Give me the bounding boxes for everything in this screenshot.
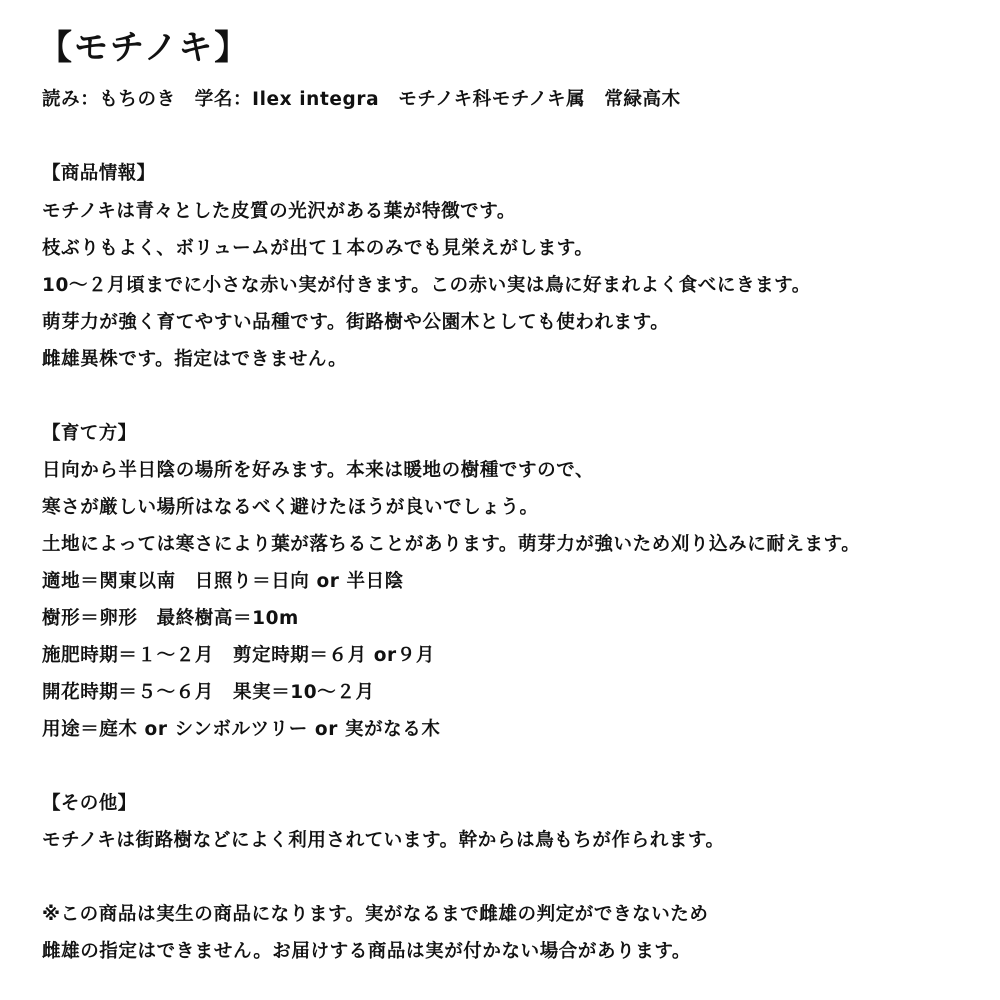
product-info-line: 枝ぶりもよく、ボリュームが出て１本のみでも見栄えがします。 — [42, 238, 594, 259]
page-title: 【モチノキ】 — [38, 28, 251, 68]
notice-line: 雌雄の指定はできません。お届けする商品は実が付かない場合があります。 — [42, 941, 692, 962]
care-spec-fertilize-prune: 施肥時期＝１～２月 剪定時期＝６月 or９月 — [42, 645, 435, 666]
section-heading-product-info: 【商品情報】 — [42, 163, 156, 184]
care-spec-tree-shape: 樹形＝卵形 最終樹高＝10m — [42, 608, 299, 629]
product-info-line: 雌雄異株です。指定はできません。 — [42, 349, 348, 370]
care-spec-suitable-area: 適地＝関東以南 日照り＝日向 or 半日陰 — [42, 571, 404, 592]
section-heading-other: 【その他】 — [42, 793, 137, 814]
other-line: モチノキは街路樹などによく利用されています。幹からは鳥もちが作られます。 — [42, 830, 725, 851]
product-info-line: モチノキは青々とした皮質の光沢がある葉が特徴です。 — [42, 201, 516, 222]
care-line: 寒さが厳しい場所はなるべく避けたほうが良いでしょう。 — [42, 497, 539, 518]
care-spec-usage: 用途＝庭木 or シンボルツリー or 実がなる木 — [42, 719, 441, 740]
subtitle-reading-scientific-name: 読み：もちのき 学名：Ilex integra モチノキ科モチノキ属 常緑高木 — [42, 89, 681, 110]
product-info-line: 萌芽力が強く育てやすい品種です。街路樹や公園木としても使われます。 — [42, 312, 670, 333]
notice-line: ※この商品は実生の商品になります。実がなるまで雌雄の判定ができないため — [42, 904, 709, 925]
care-spec-flower-fruit: 開花時期＝５～６月 果実＝10～２月 — [42, 682, 375, 703]
care-line: 土地によっては寒さにより葉が落ちることがあります。萌芽力が強いため刈り込みに耐えます。 — [42, 534, 861, 555]
care-line: 日向から半日陰の場所を好みます。本来は暖地の樹種ですので、 — [42, 460, 595, 481]
section-heading-care: 【育て方】 — [42, 423, 137, 444]
product-info-line: 10～２月頃までに小さな赤い実が付きます。この赤い実は鳥に好まれよく食べにきます。 — [42, 275, 811, 296]
